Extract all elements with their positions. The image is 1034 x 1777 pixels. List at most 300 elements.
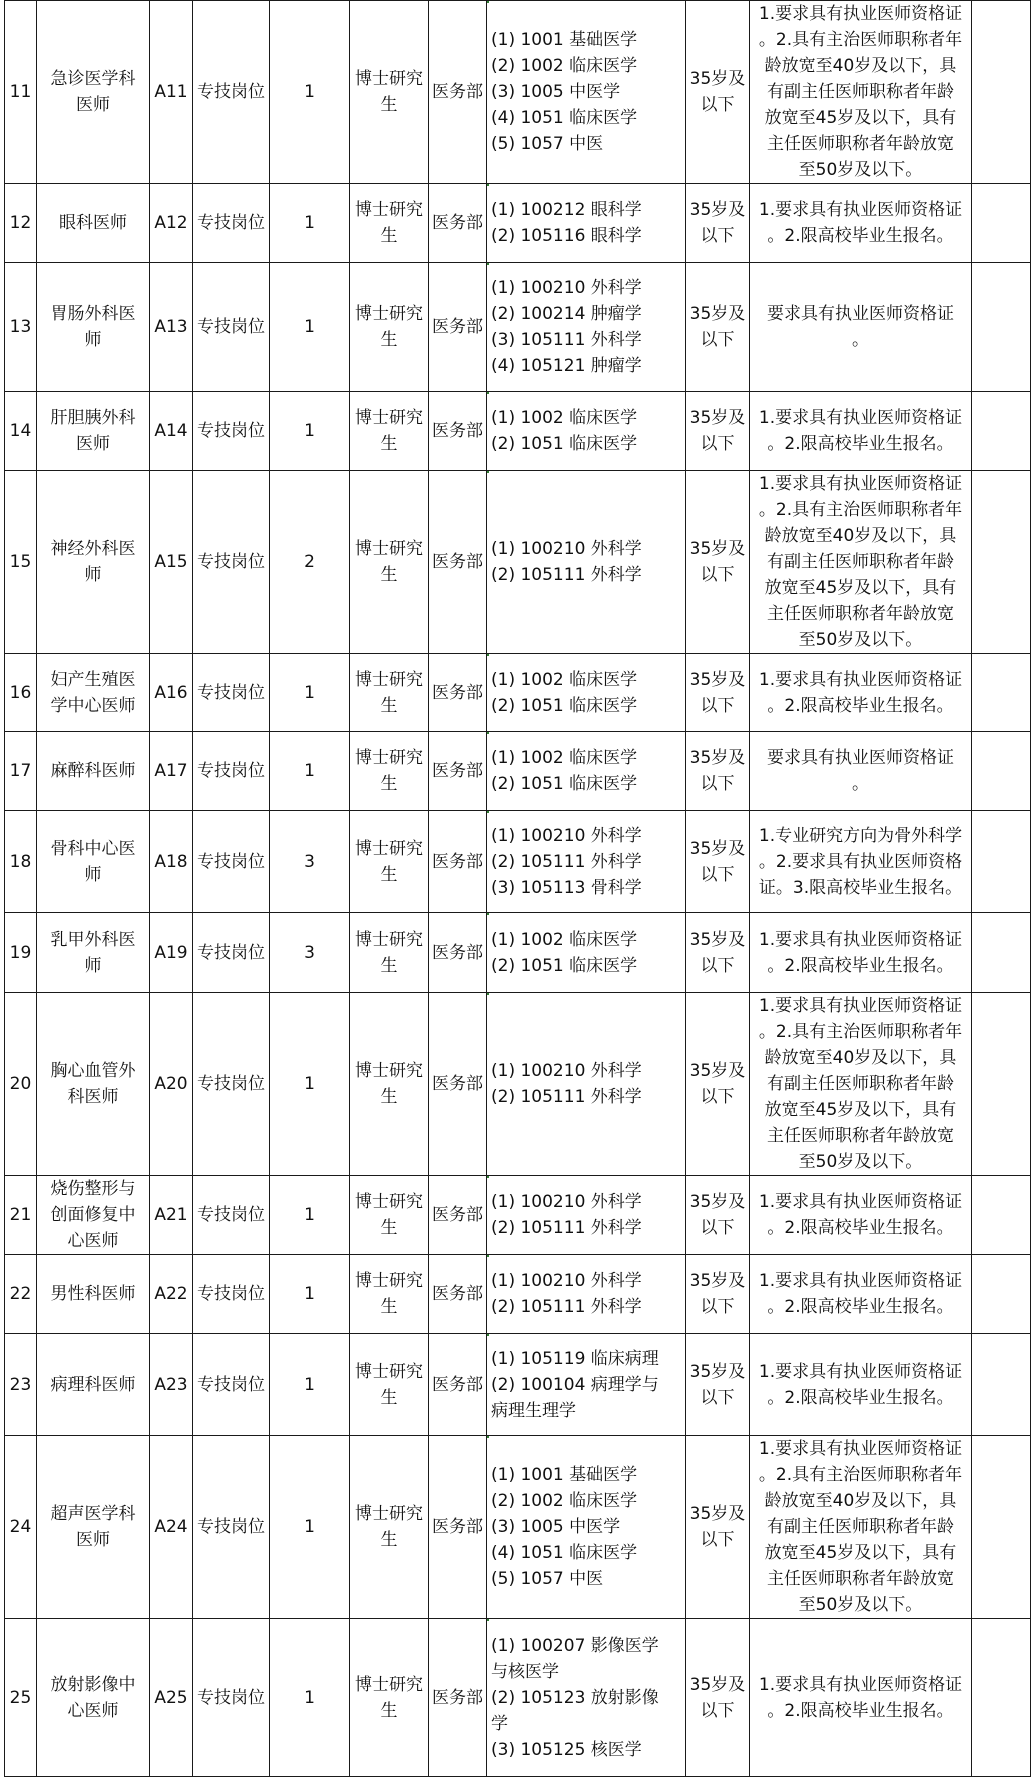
requirement-line: 证。3.限高校毕业生报名。 [758,877,963,898]
education-line: 博士研究 [355,408,423,428]
major-line: (3) 1005 中医学 [491,82,621,102]
age-limit-line: 35岁及 [689,1674,746,1695]
majors-cell [487,1,686,184]
position-title-line: 男性科医师 [50,1284,136,1304]
row-number: 24 [9,1517,32,1537]
education-cell [350,654,429,732]
requirements-cell [750,993,972,1176]
headcount: 1 [304,1374,315,1395]
requirement-line: 至50岁及以下。 [798,160,923,180]
position-title-cell [37,1619,150,1777]
majors-cell [487,811,686,913]
requirement-line: 放宽至45岁及以下，具有 [764,1100,957,1120]
major-line: (4) 1051 临床医学 [491,1543,638,1563]
position-title-line: 师 [84,864,102,885]
position-title-line: 创面修复中 [50,1205,136,1225]
note-cell [972,1619,1031,1777]
position-code: A15 [154,552,188,572]
row-number-cell [5,913,37,993]
position-type: 专技岗位 [197,1687,265,1708]
majors-cell [487,184,686,263]
age-limit-line: 以下 [700,1297,735,1317]
education-line: 生 [380,1087,398,1107]
row-number: 20 [9,1074,32,1094]
headcount-cell [270,471,350,654]
requirement-line: 1.专业研究方向为骨外科学 [758,825,963,846]
row-number-cell [5,1,37,184]
education-cell [350,993,429,1176]
age-limit-line: 35岁及 [689,748,746,768]
position-title-line: 骨科中心医 [50,838,136,859]
position-code-cell [150,184,193,263]
position-title-line: 眼科医师 [59,213,127,233]
position-title-line: 肝胆胰外科 [50,408,136,428]
table-row [5,654,1031,732]
major-line: (1) 1001 基础医学 [491,1465,638,1485]
requirement-line: 1.要求具有执业医师资格证 [758,1674,963,1695]
requirement-line: 1.要求具有执业医师资格证 [758,1271,963,1291]
headcount: 1 [304,1205,315,1225]
department-cell [429,993,487,1176]
note-cell [972,1436,1031,1619]
position-code-cell [150,1255,193,1334]
education-line: 生 [380,95,398,115]
requirement-line: 至50岁及以下。 [798,630,923,650]
major-line: (1) 1002 临床医学 [491,669,638,690]
education-line: 博士研究 [355,69,423,89]
department-cell [429,1619,487,1777]
requirement-line: 放宽至45岁及以下，具有 [764,578,957,598]
requirement-line: 1.要求具有执业医师资格证 [758,4,963,24]
position-code: A20 [154,1074,188,1094]
major-line: 病理生理学 [491,1400,576,1421]
education-cell [350,184,429,263]
note-cell [972,263,1031,392]
note-cell [972,1176,1031,1255]
department: 医务部 [432,1374,483,1395]
headcount: 1 [304,1074,315,1094]
row-number-cell [5,811,37,913]
age-limit-line: 以下 [700,1700,735,1721]
age-limit-cell [686,1176,750,1255]
majors-cell [487,263,686,392]
education-cell [350,263,429,392]
note-cell [972,471,1031,654]
department-cell [429,392,487,471]
requirement-line: 。2.限高校毕业生报名。 [767,434,954,454]
age-limit-cell [686,263,750,392]
position-type-cell [193,1619,270,1777]
education-line: 生 [380,226,398,246]
row-number-cell [5,993,37,1176]
major-line: (2) 1051 临床医学 [491,695,638,716]
age-limit-line: 以下 [700,1387,735,1408]
table-row [5,1619,1031,1777]
requirement-line: 有副主任医师职称者年龄 [767,552,954,572]
position-code-cell [150,654,193,732]
position-title-line: 麻醉科医师 [50,761,136,781]
position-code: A14 [154,421,188,441]
age-limit-line: 以下 [700,1530,735,1550]
education-line: 生 [380,955,398,976]
department-cell [429,1436,487,1619]
position-title-line: 心医师 [67,1700,119,1721]
education-line: 博士研究 [355,1061,423,1081]
age-limit-line: 35岁及 [689,838,746,859]
headcount: 1 [304,421,315,441]
row-number-cell [5,1436,37,1619]
department: 医务部 [432,1284,483,1304]
age-limit-line: 以下 [700,226,735,246]
position-type-cell [193,654,270,732]
requirements-cell [750,913,972,993]
age-limit-cell [686,913,750,993]
major-line: 与核医学 [491,1661,559,1682]
position-title-cell [37,392,150,471]
position-type-cell [193,732,270,811]
age-limit-line: 35岁及 [689,669,746,690]
age-limit-line: 以下 [700,95,735,115]
major-line: (2) 105111 外科学 [491,1297,642,1317]
position-title-line: 胸心血管外 [50,1061,136,1081]
education-line: 博士研究 [355,1504,423,1524]
row-number-cell [5,471,37,654]
requirement-line: 要求具有执业医师资格证 [767,748,954,768]
age-limit-line: 35岁及 [689,1361,746,1382]
position-code: A11 [154,82,188,102]
requirements-cell [750,1334,972,1436]
headcount-cell [270,654,350,732]
headcount: 1 [304,213,315,233]
majors-cell [487,1176,686,1255]
note-cell [972,993,1031,1176]
majors-cell [487,1334,686,1436]
position-title-cell [37,471,150,654]
table-row [5,1255,1031,1334]
requirement-line: 。 [852,774,869,794]
row-number: 12 [9,213,32,233]
education-line: 生 [380,565,398,585]
row-number-cell [5,654,37,732]
position-type-cell [193,1,270,184]
education-line: 生 [380,1218,398,1238]
requirement-line: 。2.具有主治医师职称者年 [758,1022,963,1042]
position-code: A23 [154,1374,188,1395]
requirements-cell [750,1,972,184]
major-line: (1) 1002 临床医学 [491,408,638,428]
major-line: (1) 100210 外科学 [491,825,642,846]
position-title-cell [37,1334,150,1436]
major-line: (2) 1051 临床医学 [491,434,638,454]
major-line: (2) 105123 放射影像 [491,1687,659,1708]
education-cell [350,1,429,184]
headcount: 1 [304,317,315,337]
headcount-cell [270,1619,350,1777]
position-title-line: 心医师 [67,1231,119,1251]
requirement-line: 1.要求具有执业医师资格证 [758,474,963,494]
note-cell [972,1334,1031,1436]
requirement-line: 1.要求具有执业医师资格证 [758,1192,963,1212]
table-row [5,1,1031,184]
major-line: (2) 1002 临床医学 [491,56,638,76]
age-limit-line: 以下 [700,955,735,976]
education-cell [350,1619,429,1777]
row-number-cell [5,263,37,392]
major-line: (2) 1002 临床医学 [491,1491,638,1511]
position-title-line: 师 [84,955,102,976]
position-type-cell [193,1334,270,1436]
table-row [5,184,1031,263]
row-number: 19 [9,942,32,963]
education-cell [350,1176,429,1255]
position-title-line: 急诊医学科 [50,69,136,89]
requirement-line: 。2.限高校毕业生报名。 [767,1297,954,1317]
education-line: 博士研究 [355,1674,423,1695]
requirements-cell [750,1436,972,1619]
requirement-line: 。2.限高校毕业生报名。 [767,1387,954,1408]
age-limit-line: 以下 [700,565,735,585]
position-code-cell [150,732,193,811]
department: 医务部 [432,682,483,703]
headcount: 1 [304,1284,315,1304]
position-type-cell [193,471,270,654]
position-code-cell [150,1176,193,1255]
headcount: 1 [304,682,315,703]
table-row [5,392,1031,471]
education-line: 生 [380,434,398,454]
headcount: 1 [304,1687,315,1708]
department-cell [429,1255,487,1334]
education-line: 生 [380,695,398,716]
department-cell [429,654,487,732]
education-line: 生 [380,1387,398,1408]
position-title-cell [37,1436,150,1619]
education-line: 博士研究 [355,748,423,768]
position-title-line: 乳甲外科医 [50,929,136,950]
major-line: (1) 100207 影像医学 [491,1635,659,1656]
row-number: 16 [9,682,32,703]
department: 医务部 [432,1205,483,1225]
position-title-line: 放射影像中 [50,1674,136,1695]
position-type: 专技岗位 [197,552,265,572]
position-title-line: 超声医学科 [50,1504,136,1524]
department: 医务部 [432,1687,483,1708]
requirement-line: 。2.限高校毕业生报名。 [767,1700,954,1721]
majors-cell [487,1436,686,1619]
education-cell [350,1255,429,1334]
row-number: 15 [9,552,32,572]
position-type: 专技岗位 [197,213,265,233]
requirements-cell [750,184,972,263]
major-line: (5) 1057 中医 [491,134,604,154]
requirement-line: 主任医师职称者年龄放宽 [767,604,954,624]
position-type-cell [193,1255,270,1334]
note-cell [972,1,1031,184]
requirement-line: 主任医师职称者年龄放宽 [767,1126,954,1146]
position-title-cell [37,993,150,1176]
table-row [5,471,1031,654]
table-row [5,263,1031,392]
requirement-line: 。2.具有主治医师职称者年 [758,500,963,520]
major-line: (4) 1051 临床医学 [491,108,638,128]
requirement-line: 要求具有执业医师资格证 [767,304,954,324]
row-number: 18 [9,851,32,872]
age-limit-line: 以下 [700,864,735,885]
headcount-cell [270,993,350,1176]
age-limit-cell [686,1,750,184]
age-limit-line: 以下 [700,1218,735,1238]
major-line: (5) 1057 中医 [491,1569,604,1589]
note-cell [972,811,1031,913]
major-line: (2) 105111 外科学 [491,1087,642,1107]
requirement-line: 龄放宽至40岁及以下，具 [764,1491,957,1511]
row-number: 11 [9,82,32,102]
position-title-cell [37,654,150,732]
table-row [5,1334,1031,1436]
requirement-line: 。2.具有主治医师职称者年 [758,1465,963,1485]
majors-cell [487,654,686,732]
age-limit-line: 35岁及 [689,69,746,89]
age-limit-line: 35岁及 [689,200,746,220]
education-line: 生 [380,1700,398,1721]
education-line: 生 [380,1530,398,1550]
row-number: 23 [9,1374,32,1395]
department: 医务部 [432,761,483,781]
position-code: A13 [154,317,188,337]
position-code-cell [150,392,193,471]
row-number: 25 [9,1687,32,1708]
position-title-cell [37,1176,150,1255]
position-type: 专技岗位 [197,1517,265,1537]
headcount-cell [270,1176,350,1255]
position-code: A21 [154,1205,188,1225]
department-cell [429,913,487,993]
headcount-cell [270,184,350,263]
major-line: (2) 105111 外科学 [491,1218,642,1238]
education-cell [350,1334,429,1436]
position-type: 专技岗位 [197,317,265,337]
age-limit-line: 以下 [700,695,735,716]
position-type: 专技岗位 [197,682,265,703]
position-type-cell [193,263,270,392]
table-row [5,1436,1031,1619]
position-type: 专技岗位 [197,1374,265,1395]
age-limit-cell [686,1255,750,1334]
age-limit-line: 35岁及 [689,1061,746,1081]
requirement-line: 至50岁及以下。 [798,1152,923,1172]
age-limit-cell [686,184,750,263]
requirement-line: 有副主任医师职称者年龄 [767,82,954,102]
education-line: 博士研究 [355,838,423,859]
position-title-cell [37,811,150,913]
age-limit-cell [686,1436,750,1619]
requirement-line: 至50岁及以下。 [798,1595,923,1615]
position-title-line: 医师 [76,434,110,454]
position-title-line: 师 [84,565,102,585]
position-code-cell [150,1436,193,1619]
requirements-cell [750,263,972,392]
row-number: 22 [9,1284,32,1304]
position-code: A17 [154,761,188,781]
position-code: A16 [154,682,188,703]
requirement-line: 。2.限高校毕业生报名。 [767,955,954,976]
position-type-cell [193,392,270,471]
row-number-cell [5,1176,37,1255]
major-line: (1) 1002 临床医学 [491,748,638,768]
major-line: (2) 100104 病理学与 [491,1374,659,1395]
position-code: A18 [154,851,188,872]
row-number-cell [5,392,37,471]
major-line: 学 [491,1713,508,1734]
headcount: 1 [304,82,315,102]
age-limit-cell [686,654,750,732]
note-cell [972,1255,1031,1334]
headcount-cell [270,1255,350,1334]
headcount: 3 [304,942,315,963]
major-line: (2) 100214 肿瘤学 [491,304,642,324]
position-title-line: 胃肠外科医 [50,304,136,324]
majors-cell [487,1255,686,1334]
row-number-cell [5,184,37,263]
position-type: 专技岗位 [197,942,265,963]
department-cell [429,811,487,913]
education-line: 博士研究 [355,929,423,950]
requirement-line: 放宽至45岁及以下，具有 [764,1543,957,1563]
major-line: (1) 100210 外科学 [491,539,642,559]
department-cell [429,1334,487,1436]
position-type: 专技岗位 [197,82,265,102]
requirement-line: 龄放宽至40岁及以下，具 [764,56,957,76]
department: 医务部 [432,213,483,233]
row-number: 17 [9,761,32,781]
position-type-cell [193,184,270,263]
position-title-line: 病理科医师 [50,1374,136,1395]
headcount-cell [270,1,350,184]
education-cell [350,913,429,993]
age-limit-cell [686,993,750,1176]
education-line: 博士研究 [355,1361,423,1382]
age-limit-line: 35岁及 [689,1504,746,1524]
table-row [5,1176,1031,1255]
note-cell [972,913,1031,993]
department-cell [429,732,487,811]
major-line: (3) 105113 骨科学 [491,877,642,898]
age-limit-line: 以下 [700,774,735,794]
department-cell [429,1176,487,1255]
position-code-cell [150,811,193,913]
requirements-cell [750,811,972,913]
position-title-line: 妇产生殖医 [50,669,136,690]
age-limit-line: 35岁及 [689,539,746,559]
department-cell [429,471,487,654]
headcount-cell [270,392,350,471]
major-line: (3) 1005 中医学 [491,1517,621,1537]
education-line: 博士研究 [355,1192,423,1212]
position-title-line: 师 [84,330,102,350]
major-line: (2) 1051 临床医学 [491,955,638,976]
major-line: (1) 105119 临床病理 [491,1348,659,1369]
education-cell [350,732,429,811]
major-line: (1) 1001 基础医学 [491,30,638,50]
note-cell [972,392,1031,471]
position-code-cell [150,993,193,1176]
headcount-cell [270,263,350,392]
requirement-line: 1.要求具有执业医师资格证 [758,996,963,1016]
age-limit-line: 以下 [700,330,735,350]
position-title-cell [37,732,150,811]
requirements-cell [750,392,972,471]
position-code: A22 [154,1284,188,1304]
